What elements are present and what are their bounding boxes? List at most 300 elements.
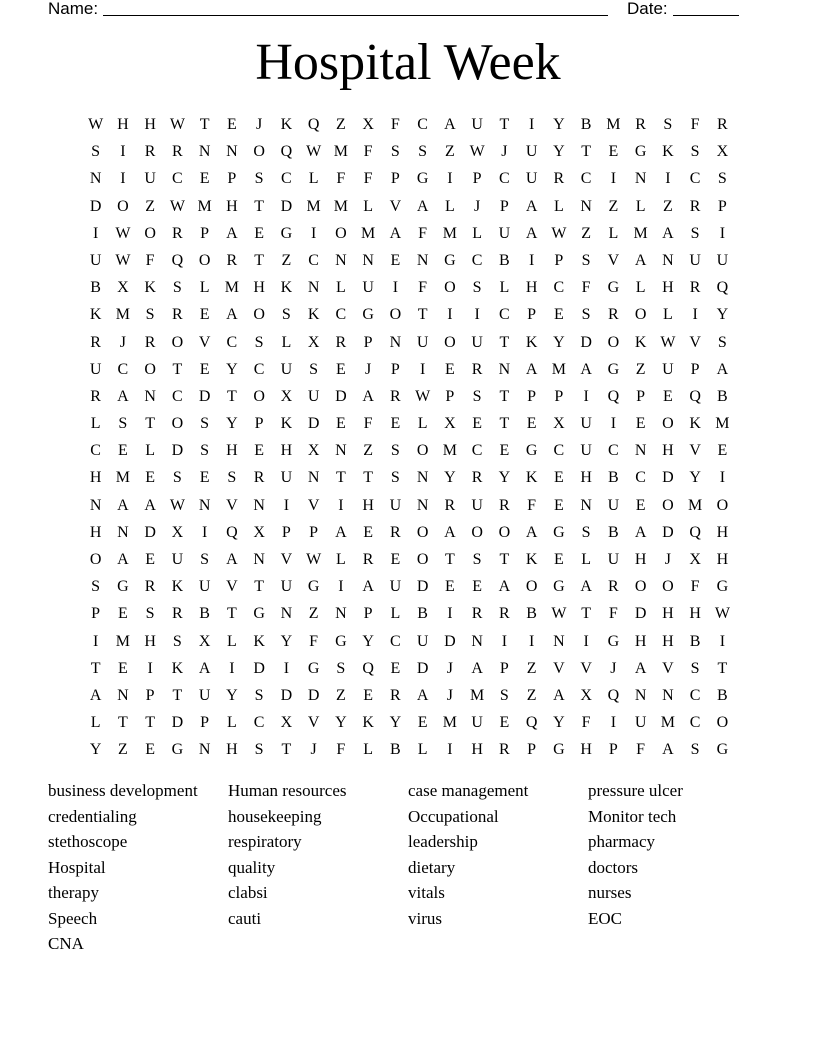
word-list-item: dietary <box>408 857 456 877</box>
grid-letter: E <box>662 387 673 405</box>
grid-letter: H <box>580 469 592 487</box>
grid-letter: S <box>690 659 700 677</box>
grid-letter: V <box>307 714 320 732</box>
grid-letter: R <box>144 578 156 596</box>
grid-letter: U <box>89 360 102 378</box>
grid-letter: O <box>607 333 620 351</box>
grid-letter: H <box>226 197 238 215</box>
grid-letter: L <box>363 197 374 215</box>
grid-letter: Z <box>608 197 619 215</box>
grid-letter: N <box>498 360 511 378</box>
grid-letter: S <box>118 415 128 433</box>
name-blank-line <box>103 15 608 16</box>
grid-letter: S <box>472 551 482 568</box>
grid-letter: E <box>553 496 564 514</box>
grid-letter: P <box>254 415 264 433</box>
grid-letter: U <box>471 333 483 351</box>
grid-letter: R <box>608 578 619 596</box>
grid-letter: I <box>120 170 126 188</box>
grid-letter: K <box>253 632 265 650</box>
grid-letter: S <box>690 143 700 161</box>
grid-letter: A <box>634 523 647 541</box>
grid-letter: A <box>117 551 129 568</box>
grid-letter: G <box>525 442 538 460</box>
grid-row <box>82 630 736 657</box>
grid-letter: C <box>635 469 646 487</box>
grid-letter: D <box>444 632 456 650</box>
grid-letter: C <box>689 714 701 732</box>
grid-letter: E <box>608 143 619 161</box>
grid-letter: S <box>172 632 182 650</box>
grid-letter: L <box>635 279 646 297</box>
grid-letter: U <box>280 578 293 596</box>
grid-letter: V <box>662 659 674 677</box>
grid-letter: I <box>447 741 453 759</box>
grid-letter: J <box>610 659 617 677</box>
word-list-item: therapy <box>48 883 99 902</box>
grid-letter: P <box>363 605 373 623</box>
grid-row <box>82 521 736 548</box>
grid-letter: L <box>472 224 483 242</box>
grid-letter: X <box>716 143 729 161</box>
grid-letter: D <box>335 387 347 405</box>
grid-letter: S <box>91 578 101 596</box>
word-list-item: housekeeping <box>228 806 322 826</box>
word-list-item: EOC <box>588 908 622 928</box>
grid-letter: Q <box>171 251 184 269</box>
grid-letter: Z <box>335 116 346 133</box>
grid-letter: C <box>226 333 238 351</box>
grid-letter: I <box>583 387 589 405</box>
grid-letter: V <box>226 496 238 514</box>
grid-letter: R <box>172 143 183 161</box>
grid-letter: I <box>120 143 126 161</box>
grid-letter: S <box>254 333 264 351</box>
grid-letter: L <box>662 306 673 324</box>
grid-letter: D <box>171 714 184 732</box>
grid-letter: E <box>635 415 646 433</box>
grid-letter: H <box>634 551 647 568</box>
grid-letter: F <box>309 632 319 650</box>
grid-letter: U <box>525 143 538 161</box>
grid-letter: G <box>171 741 184 759</box>
grid-letter: R <box>172 605 183 623</box>
grid-letter: F <box>336 170 346 188</box>
grid-letter: C <box>172 170 183 188</box>
grid-letter: O <box>416 523 429 541</box>
grid-letter: Y <box>389 714 402 732</box>
grid-letter: W <box>551 224 567 242</box>
grid-letter: O <box>471 523 483 541</box>
grid-letter: M <box>633 224 648 242</box>
grid-letter: D <box>89 197 102 215</box>
grid-letter: M <box>470 686 485 704</box>
grid-letter: A <box>525 197 538 215</box>
grid-letter: T <box>117 714 128 732</box>
grid-letter: Q <box>362 659 374 677</box>
grid-letter: G <box>117 578 129 596</box>
grid-letter: S <box>172 469 182 487</box>
grid-letter: P <box>608 741 618 759</box>
grid-letter: L <box>499 279 510 297</box>
grid-row <box>82 140 736 167</box>
grid-letter: M <box>115 306 130 324</box>
grid-letter: O <box>144 360 156 378</box>
grid-letter: V <box>607 251 620 269</box>
grid-letter: Z <box>581 224 592 242</box>
grid-letter: C <box>308 251 319 269</box>
grid-letter: H <box>226 442 238 460</box>
grid-letter: U <box>498 224 511 242</box>
grid-letter: B <box>717 686 728 704</box>
grid-row <box>82 331 736 358</box>
grid-letter: J <box>119 333 126 351</box>
grid-letter: Q <box>525 714 538 732</box>
grid-letter: G <box>416 170 429 188</box>
grid-letter: E <box>526 415 537 433</box>
grid-letter: V <box>689 333 701 351</box>
word-list-item: case management <box>408 781 529 800</box>
grid-letter: J <box>501 143 508 161</box>
grid-letter: K <box>280 415 293 433</box>
grid-letter: H <box>117 116 129 133</box>
grid-letter: F <box>363 415 373 433</box>
grid-letter: D <box>580 333 592 351</box>
grid-letter: Z <box>335 686 346 704</box>
grid-letter: Z <box>308 605 319 623</box>
grid-letter: E <box>390 659 401 677</box>
grid-letter: U <box>198 578 211 596</box>
grid-letter: T <box>254 197 265 215</box>
grid-letter: S <box>581 523 591 541</box>
grid-letter: B <box>608 523 619 541</box>
grid-letter: C <box>471 251 483 269</box>
grid-letter: Y <box>689 469 701 487</box>
grid-letter: C <box>390 632 401 650</box>
grid-letter: X <box>280 714 293 732</box>
grid-letter: V <box>389 197 402 215</box>
grid-letter: U <box>662 360 674 378</box>
grid-letter: Y <box>444 469 456 487</box>
grid-letter: O <box>662 496 674 514</box>
grid-letter: H <box>525 279 538 297</box>
grid-letter: Y <box>716 306 729 324</box>
grid-letter: Y <box>553 714 565 732</box>
word-list-column <box>48 778 224 957</box>
grid-letter: H <box>362 496 374 514</box>
grid-letter: X <box>253 523 265 541</box>
grid-letter: U <box>580 442 592 460</box>
grid-letter: D <box>171 442 184 460</box>
grid-letter: K <box>89 306 102 324</box>
grid-letter: R <box>226 251 238 269</box>
grid-letter: E <box>472 578 483 596</box>
grid-letter: Z <box>363 442 374 460</box>
grid-letter: W <box>115 251 131 269</box>
grid-letter: A <box>144 496 156 514</box>
grid-letter: A <box>226 306 238 324</box>
word-list <box>48 778 768 958</box>
grid-letter: Y <box>362 632 374 650</box>
date-blank-line <box>673 15 739 16</box>
grid-letter: P <box>499 197 509 215</box>
grid-letter: N <box>634 442 647 460</box>
grid-letter: E <box>145 741 156 759</box>
grid-letter: N <box>634 170 647 188</box>
grid-letter: I <box>147 659 153 677</box>
grid-letter: O <box>634 306 647 324</box>
grid-letter: I <box>528 116 535 133</box>
grid-letter: R <box>362 551 374 568</box>
word-list-item: vitals <box>408 883 445 902</box>
word-list-item: Hospital <box>48 857 106 877</box>
grid-letter: L <box>90 714 101 732</box>
grid-letter: E <box>390 551 401 568</box>
grid-letter: T <box>335 469 346 487</box>
grid-letter: C <box>253 360 265 378</box>
grid-row <box>82 167 736 194</box>
name-label: Name: <box>48 0 99 18</box>
grid-letter: H <box>662 279 674 297</box>
grid-letter: H <box>144 116 156 133</box>
grid-row <box>82 249 736 276</box>
grid-letter: L <box>335 551 346 568</box>
grid-letter: S <box>581 251 591 269</box>
grid-letter: B <box>689 632 701 650</box>
grid-row <box>82 684 736 711</box>
grid-letter: L <box>145 442 156 460</box>
grid-letter: R <box>471 605 483 623</box>
grid-letter: N <box>307 279 320 297</box>
word-list-item: virus <box>408 908 442 928</box>
grid-letter: K <box>689 415 701 433</box>
grid-letter: L <box>635 197 646 215</box>
grid-letter: I <box>692 306 698 324</box>
grid-letter: H <box>253 279 265 297</box>
grid-letter: S <box>690 224 700 242</box>
grid-letter: N <box>335 605 347 623</box>
grid-letter: P <box>281 523 291 541</box>
grid-letter: O <box>253 143 265 161</box>
grid-letter: W <box>169 496 185 514</box>
grid-letter: E <box>199 360 210 378</box>
grid-letter: D <box>280 197 293 215</box>
grid-row <box>82 439 736 466</box>
word-list-item: stethoscope <box>48 832 128 851</box>
grid-letter: H <box>662 605 674 623</box>
grid-letter: I <box>528 251 535 269</box>
grid-letter: D <box>662 469 674 487</box>
grid-letter: I <box>419 360 426 378</box>
grid-letter: R <box>144 143 156 161</box>
grid-letter: K <box>362 714 374 732</box>
grid-letter: H <box>662 442 674 460</box>
grid-letter: T <box>417 306 428 324</box>
grid-letter: G <box>716 578 729 596</box>
grid-letter: T <box>581 605 592 623</box>
grid-letter: X <box>198 632 211 650</box>
grid-letter: I <box>610 170 617 188</box>
grid-letter: U <box>607 496 620 514</box>
grid-letter: N <box>416 469 429 487</box>
grid-letter: N <box>280 605 293 623</box>
grid-letter: J <box>446 686 453 704</box>
word-list-item: quality <box>228 857 276 877</box>
grid-letter: E <box>553 469 564 487</box>
grid-letter: P <box>445 387 455 405</box>
grid-letter: Q <box>716 279 729 297</box>
grid-letter: V <box>307 496 320 514</box>
grid-letter: L <box>226 714 237 732</box>
grid-letter: I <box>201 523 208 541</box>
grid-letter: F <box>418 279 428 297</box>
grid-letter: G <box>335 632 347 650</box>
grid-letter: F <box>690 578 700 596</box>
grid-letter: H <box>89 469 102 487</box>
grid-letter: B <box>417 605 428 623</box>
word-list-item: pressure ulcer <box>588 781 683 800</box>
grid-letter: G <box>553 578 565 596</box>
grid-letter: S <box>717 170 727 188</box>
grid-letter: R <box>390 387 401 405</box>
grid-row <box>82 358 736 385</box>
grid-letter: H <box>580 741 592 759</box>
grid-letter: S <box>281 306 291 324</box>
grid-letter: U <box>171 551 184 568</box>
grid-letter: L <box>553 197 564 215</box>
grid-letter: X <box>553 415 565 433</box>
grid-letter: E <box>717 442 728 460</box>
grid-letter: G <box>307 659 320 677</box>
grid-letter: N <box>416 251 429 269</box>
grid-letter: A <box>634 659 647 677</box>
grid-letter: S <box>717 333 727 351</box>
grid-letter: L <box>281 333 292 351</box>
grid-letter: D <box>416 659 429 677</box>
grid-letter: S <box>390 143 400 161</box>
word-list-item: CNA <box>48 934 84 953</box>
grid-letter: S <box>499 686 509 704</box>
grid-letter: T <box>226 605 237 623</box>
grid-letter: K <box>662 143 674 161</box>
grid-letter: M <box>306 197 321 215</box>
grid-letter: A <box>471 659 483 677</box>
grid-letter: N <box>389 333 402 351</box>
grid-letter: E <box>444 360 455 378</box>
grid-letter: O <box>171 415 184 433</box>
grid-letter: A <box>662 224 674 242</box>
grid-letter: I <box>583 632 589 650</box>
grid-letter: H <box>89 523 102 541</box>
grid-letter: F <box>690 116 700 133</box>
grid-letter: T <box>172 360 183 378</box>
grid-letter: N <box>89 170 102 188</box>
grid-letter: N <box>226 143 238 161</box>
grid-letter: B <box>499 251 510 269</box>
grid-letter: S <box>390 442 400 460</box>
grid-letter: T <box>226 387 237 405</box>
grid-letter: P <box>200 714 210 732</box>
grid-letter: H <box>144 632 156 650</box>
grid-letter: K <box>307 306 320 324</box>
grid-letter: F <box>336 741 346 759</box>
grid-letter: D <box>253 659 265 677</box>
grid-letter: Q <box>307 116 320 133</box>
grid-letter: D <box>144 523 156 541</box>
grid-letter: Y <box>89 741 102 759</box>
grid-letter: N <box>198 741 211 759</box>
grid-letter: H <box>689 605 701 623</box>
grid-letter: B <box>580 116 592 133</box>
grid-letter: Z <box>117 741 128 759</box>
grid-letter: U <box>634 714 647 732</box>
grid-letter: C <box>553 442 565 460</box>
grid-letter: A <box>198 659 211 677</box>
grid-letter: S <box>690 741 700 759</box>
grid-letter: E <box>472 415 483 433</box>
grid-letter: C <box>335 306 347 324</box>
grid-letter: A <box>444 523 456 541</box>
grid-letter: V <box>226 578 238 596</box>
date-label: Date: <box>627 0 668 18</box>
grid-letter: Q <box>280 143 293 161</box>
grid-letter: P <box>527 741 537 759</box>
grid-letter: I <box>447 306 453 324</box>
grid-letter: A <box>362 578 374 596</box>
grid-letter: I <box>501 632 508 650</box>
grid-letter: E <box>117 605 128 623</box>
grid-letter: N <box>253 496 265 514</box>
grid-letter: K <box>525 333 538 351</box>
grid-letter: X <box>280 387 293 405</box>
grid-letter: C <box>499 170 510 188</box>
grid-letter: C <box>172 387 183 405</box>
grid-letter: N <box>198 496 211 514</box>
grid-letter: I <box>92 632 99 650</box>
grid-letter: Q <box>607 387 620 405</box>
grid-letter: I <box>719 224 726 242</box>
grid-letter: I <box>719 469 726 487</box>
grid-letter: R <box>689 197 701 215</box>
grid-letter: W <box>714 605 730 623</box>
grid-letter: J <box>310 741 317 759</box>
grid-letter: M <box>197 197 212 215</box>
grid-row <box>82 412 736 439</box>
grid-letter: G <box>362 306 374 324</box>
grid-letter: T <box>145 714 156 732</box>
grid-letter: L <box>417 741 428 759</box>
grid-letter: I <box>283 659 290 677</box>
grid-letter: E <box>199 469 210 487</box>
grid-letter: U <box>416 333 429 351</box>
grid-letter: M <box>333 143 348 161</box>
grid-letter: O <box>389 306 402 324</box>
grid-row <box>82 113 736 140</box>
word-list-column <box>408 778 584 931</box>
grid-letter: W <box>551 605 567 623</box>
grid-letter: L <box>363 741 374 759</box>
grid-letter: M <box>442 714 457 732</box>
grid-letter: L <box>199 279 210 297</box>
grid-letter: B <box>526 605 537 623</box>
grid-letter: O <box>89 551 102 568</box>
grid-row <box>82 575 736 602</box>
grid-letter: Y <box>280 632 293 650</box>
grid-letter: G <box>607 279 620 297</box>
grid-letter: O <box>416 442 429 460</box>
word-list-item: Occupational <box>408 806 499 826</box>
grid-letter: N <box>662 686 674 704</box>
